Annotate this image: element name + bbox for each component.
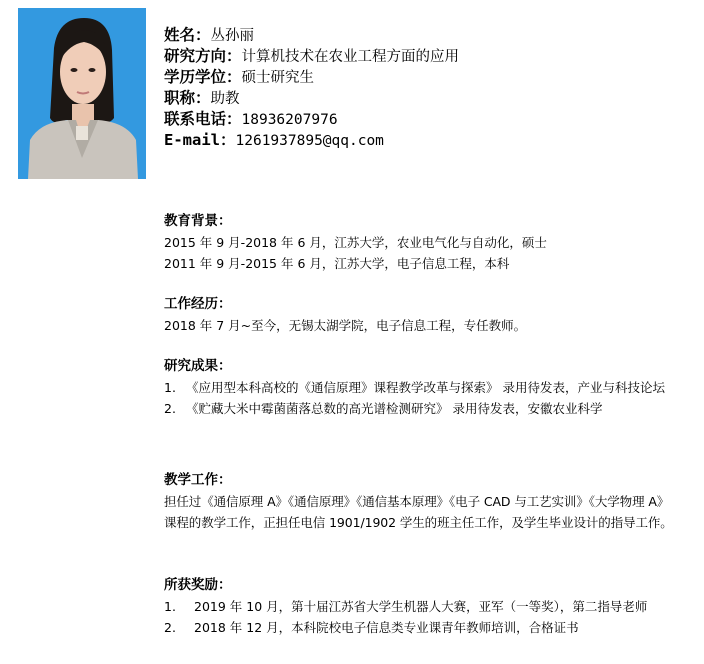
name-row [164, 25, 684, 46]
phone-row [164, 109, 684, 130]
list-number: 2. [164, 401, 176, 416]
education-heading: 教育背景： [164, 213, 232, 229]
profile-photo [18, 8, 146, 179]
list-number: 1. [164, 380, 176, 395]
work-heading: 工作经历： [164, 296, 232, 312]
research-direction-row [164, 46, 684, 67]
research-section [164, 356, 684, 419]
degree-value: 硕士研究生 [241, 70, 315, 86]
name-label: 姓名： [164, 26, 211, 44]
email-row [164, 130, 684, 151]
list-text: 《应用型本科高校的《通信原理》课程教学改革与探索》 录用待发表，产业与科技论坛 [186, 380, 665, 395]
list-text: 2018 年 12 月，本科院校电子信息类专业课青年教师培训，合格证书 [194, 620, 579, 635]
research-direction-label: 研究方向： [164, 47, 242, 65]
profile-info [164, 25, 684, 151]
work-item: 2018 年 7 月~至今，无锡太湖学院，电子信息工程，专任教师。 [164, 318, 527, 333]
research-direction-value: 计算机技术在农业工程方面的应用 [241, 49, 460, 65]
phone-label: 联系电话： [164, 110, 242, 128]
list-text: 《贮藏大米中霉菌菌落总数的高光谱检测研究》 录用待发表，安徽农业科学 [186, 401, 603, 416]
list-item [164, 617, 684, 638]
degree-row [164, 67, 684, 88]
list-item [164, 596, 684, 617]
name-value: 丛孙丽 [210, 28, 255, 44]
portrait-image [18, 8, 146, 179]
work-section [164, 294, 684, 336]
list-number: 1. [164, 599, 176, 614]
title-value: 助教 [210, 91, 240, 107]
list-item [164, 377, 684, 398]
teaching-heading: 教学工作： [164, 472, 232, 488]
teaching-text: 担任过《通信原理 A》《通信原理》《通信基本原理》《电子 CAD 与工艺实训》《大学物理 A》课程的教学工作，正担任电信 1901/1902 学生的班主任工作，及学生毕业设计的指导工作。 [164, 494, 673, 530]
research-heading: 研究成果： [164, 358, 232, 374]
teaching-section [164, 470, 684, 533]
awards-heading: 所获奖励： [164, 577, 232, 593]
list-item [164, 398, 684, 419]
education-item: 2015 年 9 月-2018 年 6 月，江苏大学，农业电气化与自动化，硕士 [164, 235, 547, 250]
title-row [164, 88, 684, 109]
email-value: 1261937895@qq.com [235, 133, 384, 149]
education-item: 2011 年 9 月-2015 年 6 月，江苏大学，电子信息工程，本科 [164, 256, 510, 271]
title-label: 职称： [164, 89, 211, 107]
education-section [164, 211, 684, 274]
degree-label: 学历学位： [164, 68, 242, 86]
email-label: E-mail： [164, 131, 236, 149]
list-text: 2019 年 10 月，第十届江苏省大学生机器人大赛，亚军（一等奖），第二指导老师 [194, 599, 648, 614]
list-number: 2. [164, 620, 176, 635]
phone-value: 18936207976 [241, 112, 338, 128]
awards-section [164, 575, 684, 638]
